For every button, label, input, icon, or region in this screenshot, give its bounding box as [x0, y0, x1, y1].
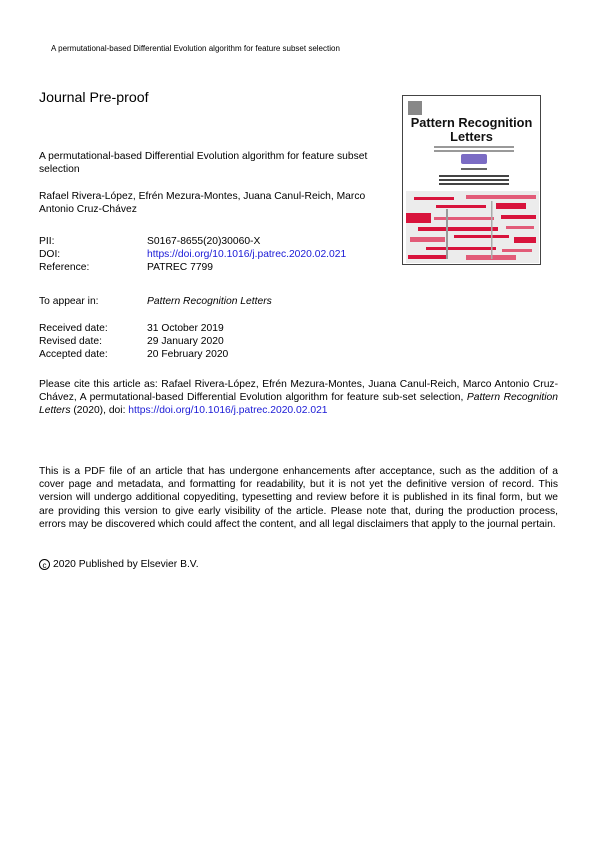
journal-cover-image	[402, 95, 541, 265]
copyright-icon: c	[39, 559, 50, 570]
received-value: 31 October 2019	[147, 323, 224, 334]
received-label: Received date:	[39, 323, 108, 334]
cover-title-line2: Letters	[450, 129, 493, 144]
citation-paragraph	[39, 378, 558, 418]
doi-link[interactable]: https://doi.org/10.1016/j.patrec.2020.02.021	[147, 249, 347, 260]
journal-preproof-heading: Journal Pre-proof	[39, 90, 149, 106]
to-appear-label: To appear in:	[39, 296, 99, 307]
revised-label: Revised date:	[39, 336, 102, 347]
reference-value: PATREC 7799	[147, 262, 214, 273]
cover-journal-title	[406, 116, 537, 144]
copyright-line	[39, 559, 199, 570]
cover-artwork-svg	[406, 191, 539, 263]
cover-emblem-icon	[461, 154, 487, 164]
cover-artwork	[406, 191, 537, 263]
disclaimer-paragraph: This is a PDF file of an article that has undergone enhancements after acceptance, such as the addition of a cover page and metadata, and formatting for readability, but it is not yet the definitive version of record. This version will undergo additional copyediting, typesetting and review before it is published in its final form, but we are providing this version to give early visibility of the article. Please note that, during the production process, errors may be discovered which could affect the content, and all legal disclaimers that apply to the journal pertain.	[39, 466, 558, 530]
reference-label: Reference:	[39, 262, 90, 273]
cover-subtext-line	[434, 150, 514, 152]
cover-issue-line	[439, 183, 509, 185]
citation-prefix: Please cite this article as: Rafael Rivera-López, Efrén Mezura-Montes, Juana Canul-Reich, Marco Antonio Cruz-Chávez, A permutational-based Differential Evolution algorithm for feature sub-set selection,	[39, 379, 558, 404]
cover-special-issue-line	[461, 168, 487, 170]
cover-title-line1: Pattern Recognition	[410, 115, 533, 130]
pii-label: PII:	[39, 236, 55, 247]
copyright-text: 2020 Published by Elsevier B.V.	[53, 559, 199, 570]
accepted-value: 20 February 2020	[147, 349, 229, 360]
publisher-logo-icon	[408, 101, 422, 115]
article-title: A permutational-based Differential Evolution algorithm for feature subset selection	[39, 151, 368, 175]
pii-value: S0167-8655(20)30060-X	[147, 236, 261, 247]
citation-doi-link[interactable]: https://doi.org/10.1016/j.patrec.2020.02.021	[128, 405, 328, 417]
citation-middle: (2020), doi:	[70, 405, 129, 417]
accepted-label: Accepted date:	[39, 349, 108, 360]
citation-journal: Pattern Recognition Letters	[39, 392, 558, 417]
cover-issue-line	[439, 179, 509, 181]
cover-issue-line	[439, 175, 509, 177]
doi-label: DOI:	[39, 249, 61, 260]
cover-subtext-line	[434, 146, 514, 148]
article-authors: Rafael Rivera-López, Efrén Mezura-Montes, Juana Canul-Reich, Marco Antonio Cruz-Chávez	[39, 191, 366, 215]
to-appear-journal: Pattern Recognition Letters	[147, 296, 272, 307]
revised-value: 29 January 2020	[147, 336, 224, 347]
running-head: A permutational-based Differential Evolution algorithm for feature subset selection	[51, 44, 340, 53]
